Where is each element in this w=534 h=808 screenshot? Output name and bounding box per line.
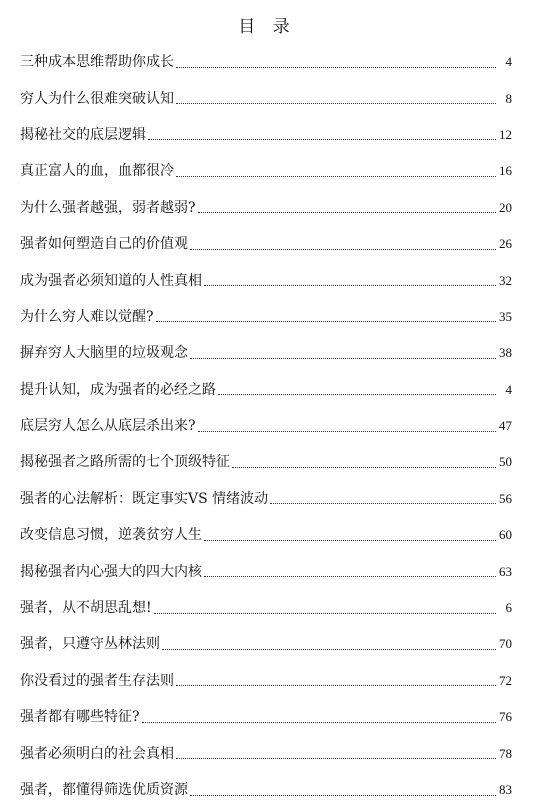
toc-entry-page-number: 60	[499, 527, 512, 543]
toc-entry-page-number: 70	[499, 636, 512, 652]
toc-entry	[20, 699, 512, 735]
toc-entry-page-number: 38	[499, 345, 512, 361]
dot-leader	[232, 467, 496, 468]
toc-entry	[20, 626, 512, 662]
dot-leader	[176, 67, 496, 68]
toc-entry-title: 三种成本思维帮助你成长	[20, 54, 174, 71]
dot-leader	[176, 176, 496, 177]
toc-entry-title: 强者，只遵守丛林法则	[20, 636, 160, 653]
dot-leader	[218, 394, 496, 395]
toc-entry-title: 为什么强者越强，弱者越弱?	[20, 199, 196, 216]
toc-entry-title: 强者，从不胡思乱想!	[20, 600, 152, 617]
toc-entry-page-number: 63	[499, 563, 512, 579]
toc-entry	[20, 80, 512, 116]
dot-leader	[190, 795, 496, 796]
toc-heading: 目 录	[238, 17, 296, 37]
toc-entry-page-number: 16	[499, 163, 512, 179]
toc-entry	[20, 335, 512, 371]
toc-entry-page-number: 6	[505, 600, 512, 616]
toc-entry-title: 揭秘强者内心强大的四大内核	[20, 563, 202, 580]
dot-leader	[204, 540, 496, 541]
toc-entry-title: 你没看过的强者生存法则	[20, 672, 174, 689]
toc-entry-page-number: 78	[499, 745, 512, 761]
toc-entry-title: 强者如何塑造自己的价值观	[20, 236, 188, 253]
toc-entry	[20, 190, 512, 226]
toc-entry-page-number: 50	[499, 454, 512, 470]
toc-entry	[20, 663, 512, 699]
toc-entry-title: 揭秘强者之路所需的七个顶级特征	[20, 454, 230, 471]
toc-entry-title: 强者的心法解析：既定事实VS 情绪波动	[20, 490, 269, 507]
toc-entry-page-number: 72	[499, 672, 512, 688]
toc-entry	[20, 408, 512, 444]
dot-leader	[156, 321, 496, 322]
dot-leader	[148, 139, 496, 140]
toc-entry-title: 强者都有哪些特征?	[20, 709, 140, 726]
toc-entry	[20, 772, 512, 808]
dot-leader	[162, 649, 496, 650]
toc-entry-title: 真正富人的血，血都很冷	[20, 163, 174, 180]
toc-entry-page-number: 32	[499, 272, 512, 288]
toc-entry-title: 成为强者必须知道的人性真相	[20, 272, 202, 289]
toc-entry-title: 摒弃穷人大脑里的垃圾观念	[20, 345, 188, 362]
dot-leader	[190, 249, 496, 250]
toc-entry-title: 底层穷人怎么从底层杀出来?	[20, 418, 196, 435]
dot-leader	[176, 685, 496, 686]
toc-entry	[20, 117, 512, 153]
toc-entry	[20, 590, 512, 626]
toc-entry-title: 为什么穷人难以觉醒?	[20, 308, 154, 325]
toc-entry-page-number: 4	[505, 381, 512, 397]
toc-entry	[20, 372, 512, 408]
dot-leader	[154, 613, 496, 614]
dot-leader	[142, 722, 496, 723]
dot-leader	[190, 358, 496, 359]
toc-entry	[20, 226, 512, 262]
toc-entry-title: 强者，都懂得筛选优质资源	[20, 782, 188, 798]
toc-entry-page-number: 76	[499, 709, 512, 725]
dot-leader	[204, 576, 496, 577]
toc-entry-page-number: 20	[499, 199, 512, 215]
toc-entry-page-number: 4	[505, 54, 512, 70]
toc-entry	[20, 299, 512, 335]
toc-entry-title: 改变信息习惯，逆袭贫穷人生	[20, 527, 202, 544]
toc-entry-title: 提升认知，成为强者的必经之路	[20, 381, 216, 398]
toc-list	[20, 44, 512, 808]
toc-entry	[20, 553, 512, 589]
dot-leader	[270, 503, 496, 504]
toc-entry	[20, 44, 512, 80]
toc-entry-page-number: 12	[499, 126, 512, 142]
toc-entry	[20, 481, 512, 517]
toc-entry	[20, 153, 512, 189]
toc-entry	[20, 262, 512, 298]
dot-leader	[204, 285, 496, 286]
toc-entry-page-number: 26	[499, 236, 512, 252]
toc-entry-title: 揭秘社交的底层逻辑	[20, 126, 146, 143]
toc-entry-title: 强者必须明白的社会真相	[20, 745, 174, 762]
toc-entry-page-number: 47	[499, 418, 512, 434]
toc-entry-page-number: 8	[505, 90, 512, 106]
toc-entry-page-number: 35	[499, 308, 512, 324]
toc-entry	[20, 735, 512, 771]
toc-entry	[20, 517, 512, 553]
toc-entry-title: 穷人为什么很难突破认知	[20, 90, 174, 107]
dot-leader	[176, 758, 496, 759]
toc-entry-page-number: 83	[499, 782, 512, 797]
dot-leader	[198, 431, 496, 432]
dot-leader	[176, 103, 496, 104]
toc-entry	[20, 444, 512, 480]
dot-leader	[198, 212, 496, 213]
toc-entry-page-number: 56	[499, 490, 512, 506]
